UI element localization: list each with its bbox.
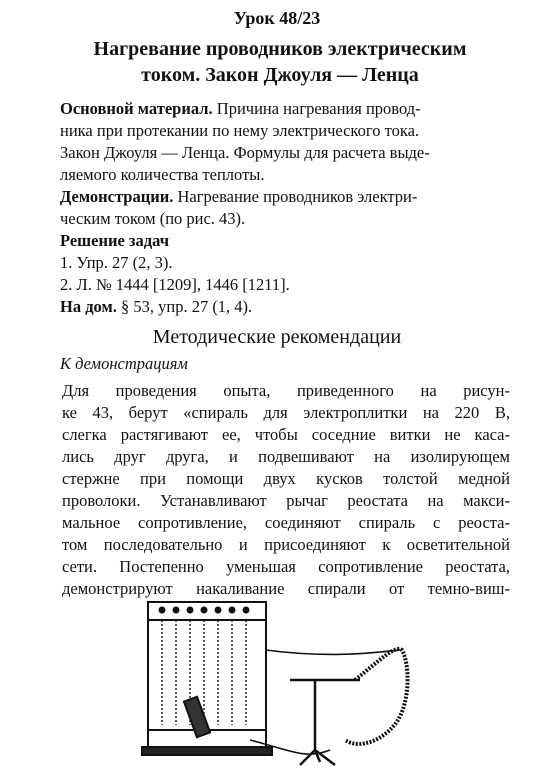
paragraph-line: ке 43, берут «спираль для электроплитки на 220 В, [62,403,510,422]
task-item-2: 2. Л. № 1444 [1209], 1446 [1211]. [60,275,290,294]
paragraph-line: демонстрируют накаливание спирали от темно-виш- [62,579,510,598]
basic-material-text-3: Закон Джоуля — Ленца. Формулы для расчета выде- [60,143,430,162]
demo-paragraph [62,380,510,600]
heating-spiral [345,649,408,744]
task-item-1: 1. Упр. 27 (2, 3). [60,253,173,272]
paragraph-line: стержне при помощи двух кусков толстой медной [62,469,510,488]
basic-material-text-2: ника при протекании по нему электрического тока. [60,121,420,140]
title-line-1: Нагревание проводников электрическим [93,38,467,60]
paragraph-line: сети. Постепенно уменьшая сопротивление реостата, [62,557,510,576]
title-line-2: током. Закон Джоуля — Ленца [141,64,419,86]
paragraph-line: проволоки. Устанавливают рычаг реостата на макси- [62,491,510,510]
paragraph-line: Для проведения опыта, приведенного на рисун- [62,381,510,400]
connecting-wires [250,650,402,754]
paragraph-line: лись друг друга, и подвешивают на изолирующем [62,447,510,466]
basic-material-label: Основной материал. [60,99,213,118]
methods-heading: Методические рекомендации [152,326,402,348]
rheostat-spiral-figure [140,590,430,770]
lesson-number: Урок 48/23 [233,8,321,28]
basic-material-text-1: Причина нагревания провод- [212,99,421,118]
rheostat [142,602,272,755]
demo-subheading: К демонстрациям [60,354,188,373]
tasks-section [60,230,510,318]
demonstrations-section [60,186,510,230]
paragraph-line: слегка растягивают ее, чтобы соседние витки не каса- [62,425,510,444]
basic-material-text-4: ляемого количества теплоты. [60,165,265,184]
homework-text: § 53, упр. 27 (1, 4). [116,297,253,316]
demonstrations-label: Демонстрации. [60,187,174,206]
basic-material-section [60,98,510,186]
demonstrations-text-2: ческим током (по рис. 43). [60,209,246,228]
tasks-heading: Решение задач [60,231,170,250]
homework-label: На дом. [60,297,117,316]
lesson-title [50,36,510,88]
demonstrations-text-1: Нагревание проводников электри- [173,187,418,206]
paragraph-line: мальное сопротивление, соединяют спираль с реоста- [62,513,510,532]
paragraph-line: том последовательно и присоединяют к осветительной [62,535,510,554]
